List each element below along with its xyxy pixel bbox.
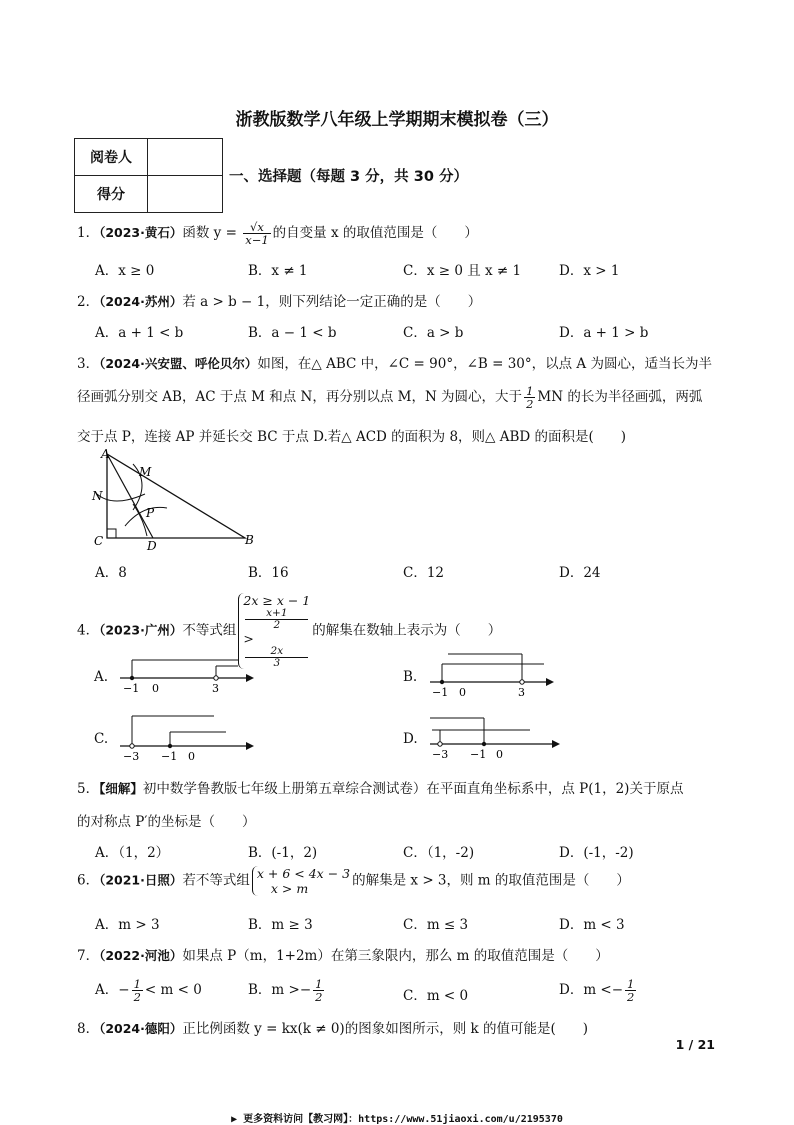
q2-text: 若 a > b − 1，则下列结论一定正确的是（ ）	[182, 294, 482, 310]
q1-number: 1．	[77, 225, 100, 242]
q8-source: （2024·德阳）	[99, 1021, 183, 1036]
q1-option-d[interactable]: D．x > 1	[559, 263, 620, 279]
q4-number-line-b[interactable]	[428, 650, 558, 698]
right-angle-mark	[107, 529, 116, 538]
arc-p2	[133, 504, 147, 536]
q4-source: （2023·广州）	[99, 622, 183, 638]
q4-option-b-label[interactable]: B.	[403, 669, 418, 685]
q1-source: （2023·黄石）	[99, 225, 183, 241]
question-2: 2．（2024·苏州）若 a > b − 1，则下列结论一定正确的是（ ）	[77, 294, 482, 310]
q3-option-b[interactable]: B．16	[248, 565, 289, 581]
reviewer-cell	[148, 139, 223, 176]
label-c: C	[94, 534, 104, 548]
question-5: 5．【细解】初中数学鲁教版七年级上册第五章综合测试卷）在平面直角坐标系中，点 P(1，2)关于原点	[77, 781, 684, 797]
page-number: 1 / 21	[675, 1037, 715, 1052]
q3-triangle-figure	[85, 446, 265, 556]
label-p: P	[146, 506, 155, 520]
q3-line1: 如图，在△ ABC 中，∠C = 90°，∠B = 30°，以点 A 为圆心，适当长为半	[257, 356, 712, 372]
q5-option-b[interactable]: B．(-1，2)	[248, 845, 318, 861]
svg-text:3: 3	[518, 686, 525, 698]
q4-option-c-label[interactable]: C.	[94, 731, 109, 747]
q4-option-a-label[interactable]: A.	[94, 669, 109, 685]
q5-line2: 的对称点 P′的坐标是（ ）	[77, 814, 256, 830]
q7-option-d[interactable]: D．m <− $\frac{1}{2}$	[559, 977, 635, 1005]
q4-number-line-c[interactable]	[118, 712, 258, 762]
svg-text:−1: −1	[432, 686, 449, 698]
q3-option-a[interactable]: A．8	[95, 565, 127, 581]
arc-n	[97, 494, 145, 501]
q7-source: （2022·河池）	[99, 948, 183, 963]
q6-system: x + 6 < 4x − 3 x > m	[252, 866, 350, 896]
svg-text:0: 0	[188, 750, 195, 762]
triangle-abc	[107, 454, 245, 538]
q3-option-d[interactable]: D．24	[559, 565, 601, 581]
q3-line2: 径画弧分别交 AB，AC 于点 M 和点 N，再分别以点 M，N 为圆心，大于 $\frac{1}{2}$ MN 的长为半径画弧，两弧	[77, 384, 703, 412]
svg-text:0: 0	[459, 686, 466, 698]
label-b: B	[245, 533, 254, 547]
q6-source: （2021·日照）	[99, 872, 183, 888]
svg-text:−3: −3	[432, 748, 449, 761]
q1-option-b[interactable]: B．x ≠ 1	[248, 263, 308, 279]
q5-option-d[interactable]: D．(-1，-2)	[559, 845, 634, 861]
q7-option-a[interactable]: A．− $\frac{1}{2}$ < m < 0	[95, 977, 202, 1005]
q7-option-c[interactable]: C．m < 0	[403, 988, 469, 1004]
question-7: 7．（2022·河池）如果点 P（m，1+2m）在第三象限内，那么 m 的取值范围是（ ）	[77, 948, 609, 964]
q3-source: （2024·兴安盟、呼伦贝尔）	[99, 356, 258, 371]
question-4: 4．（2023·广州）不等式组 2x ≥ x − 1 x+1 2 > 2x 3 的解集在数轴上表示为（ ）	[77, 593, 502, 670]
svg-text:−1: −1	[470, 748, 487, 761]
q1-option-a[interactable]: A．x ≥ 0	[95, 263, 155, 279]
label-a: A	[101, 447, 110, 461]
question-6: 6．（2021·日照）若不等式组 x + 6 < 4x − 3 x > m 的解集是 x > 3，则 m 的取值范围是（ ）	[77, 866, 630, 896]
q2-source: （2024·苏州）	[99, 294, 183, 309]
page-title: 浙教版数学八年级上学期期末模拟卷（三）	[235, 110, 559, 130]
question-3: 3．（2024·兴安盟、呼伦贝尔）如图，在△ ABC 中，∠C = 90°，∠B = 30°，以点 A 为圆心，适当长为半	[77, 356, 712, 372]
svg-text:0: 0	[496, 748, 503, 761]
footer-link[interactable]: ▶ 更多资料访问【教习网】：https://www.51jiaoxi.com/u/2195370	[231, 1114, 563, 1125]
score-table	[74, 138, 223, 213]
q7-option-b[interactable]: B．m >− $\frac{1}{2}$	[248, 977, 323, 1005]
q2-option-c[interactable]: C．a > b	[403, 325, 464, 341]
q4-number-line-d[interactable]	[428, 712, 564, 762]
q3-option-c[interactable]: C．12	[403, 565, 445, 581]
q6-option-b[interactable]: B．m ≥ 3	[248, 917, 313, 933]
score-cell	[148, 176, 223, 213]
q1-pre: 函数 y =	[182, 225, 242, 242]
q1-post: 的自变量 x 的取值范围是（ ）	[272, 225, 478, 242]
svg-text:−3: −3	[123, 750, 140, 762]
q6-option-a[interactable]: A．m > 3	[95, 917, 160, 933]
q5-option-c[interactable]: C．（1，-2)	[403, 845, 475, 861]
reviewer-label: 阅卷人	[75, 139, 148, 176]
svg-text:−1: −1	[123, 682, 140, 695]
q6-option-c[interactable]: C．m ≤ 3	[403, 917, 469, 933]
q5-option-a[interactable]: A．（1，2）	[95, 845, 170, 861]
label-m: M	[139, 465, 152, 479]
q1-fraction: $\frac{√x}{x-1}$	[245, 220, 269, 248]
score-label: 得分	[75, 176, 148, 213]
label-d: D	[147, 539, 157, 553]
q4-number-line-a[interactable]	[118, 656, 258, 696]
q5-source: 【细解】	[99, 781, 143, 796]
q3-half: $\frac{1}{2}$	[526, 384, 534, 412]
svg-text:3: 3	[212, 682, 219, 695]
q4-system: 2x ≥ x − 1 x+1 2 > 2x 3	[238, 593, 310, 669]
svg-text:−1: −1	[161, 750, 178, 762]
svg-text:0: 0	[152, 682, 159, 695]
section-heading: 一、选择题（每题 3 分，共 30 分）	[229, 169, 468, 185]
question-8: 8．（2024·德阳）正比例函数 y = kx(k ≠ 0)的图象如图所示，则 k 的值可能是( )	[77, 1021, 588, 1037]
question-1	[77, 221, 478, 246]
q4-option-d-label[interactable]: D.	[403, 731, 418, 747]
q2-option-b[interactable]: B．a − 1 < b	[248, 325, 337, 341]
q6-option-d[interactable]: D．m < 3	[559, 917, 625, 933]
label-n: N	[92, 489, 103, 503]
q1-option-c[interactable]: C．x ≥ 0 且 x ≠ 1	[403, 263, 522, 279]
q2-option-d[interactable]: D．a + 1 > b	[559, 325, 649, 341]
q3-line3: 交于点 P，连接 AP 并延长交 BC 于点 D.若△ ACD 的面积为 8，则△ ABD 的面积是( )	[77, 429, 627, 445]
q2-option-a[interactable]: A．a + 1 < b	[95, 325, 184, 341]
